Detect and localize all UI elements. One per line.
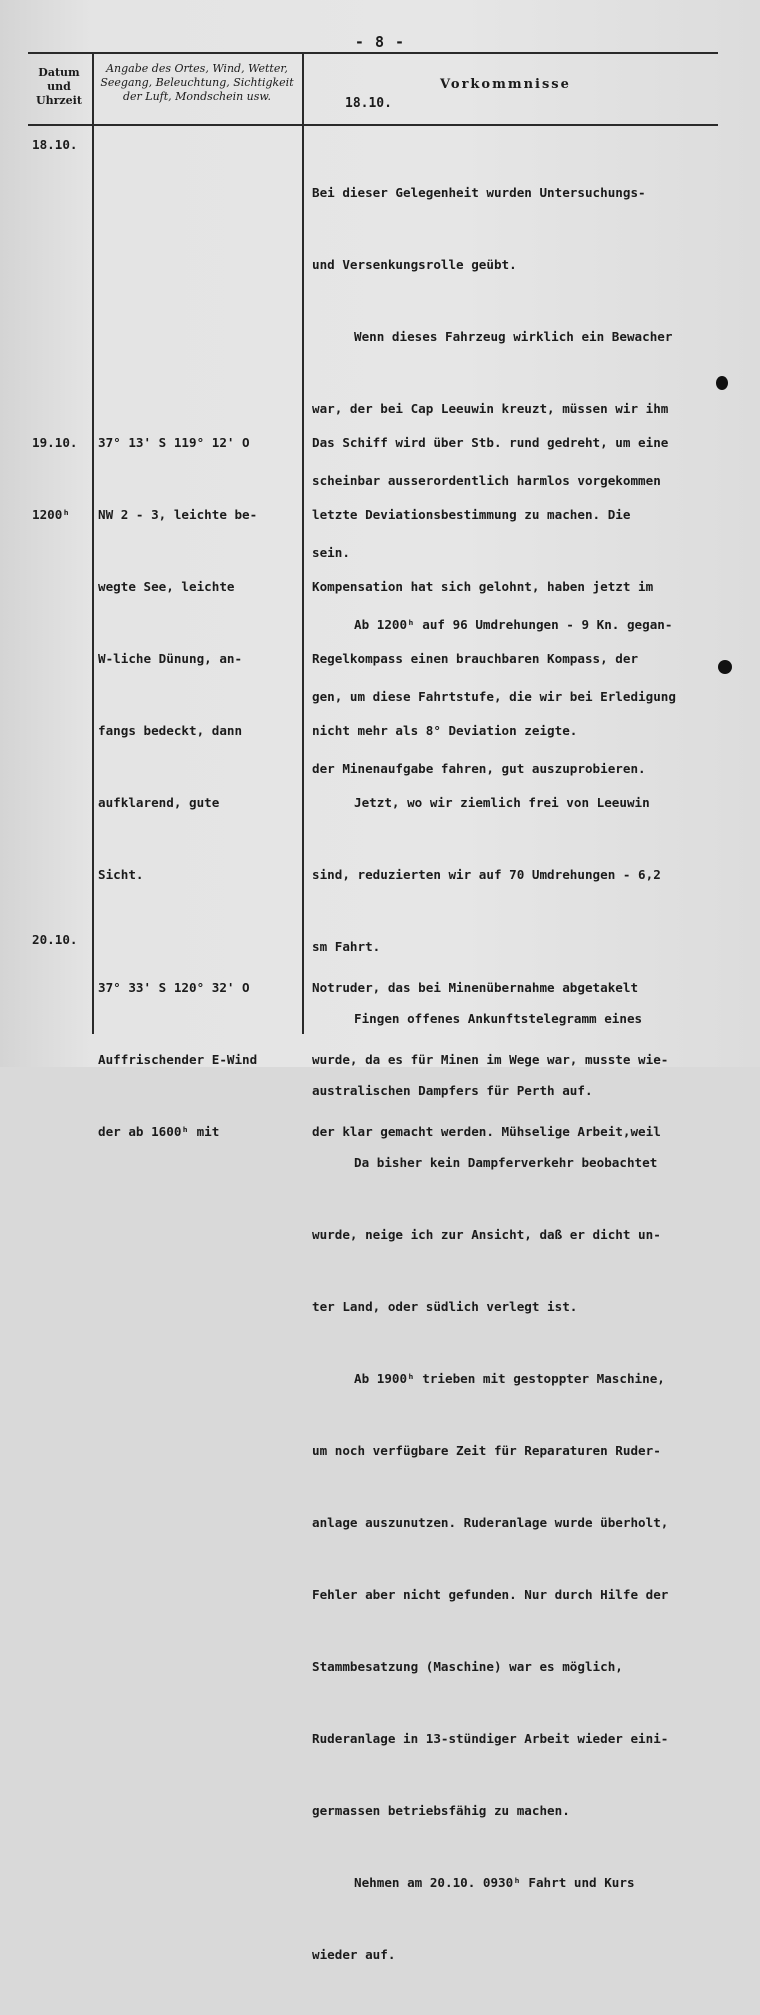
column-divider-2 (302, 54, 304, 1034)
page-number: - 8 - (354, 33, 406, 51)
text-line: Regelkompass einen brauchbaren Kompass, der (312, 651, 639, 666)
text-line: Ab 1200ʰ auf 96 Umdrehungen - 9 Kn. gegan- (354, 617, 673, 632)
text-line: wurde, neige ich zur Ansicht, daß er dicht un- (312, 1227, 661, 1242)
text-line: wieder auf. (312, 1947, 396, 1962)
entry-date-block (32, 383, 78, 575)
position-line: NW 2 - 3, leichte be- (98, 507, 258, 522)
text-line: Wenn dieses Fahrzeug wirklich ein Bewacher (354, 329, 673, 344)
text-line: Bei dieser Gelegenheit wurden Untersuchungs- (312, 185, 646, 200)
vorkommnisse-column-header: Vorkommnisse (440, 77, 571, 92)
entry-text (312, 383, 668, 2015)
position-line: der ab 1600ʰ mit (98, 1124, 220, 1139)
text-line: Stammbesatzung (Maschine) war es möglich, (312, 1659, 623, 1674)
text-line: wurde, da es für Minen im Wege war, musste wie- (312, 1052, 669, 1067)
text-line: um noch verfügbare Zeit für Reparaturen Ruder- (312, 1443, 661, 1458)
entry-time: 1200ʰ (32, 507, 70, 522)
text-line: Jetzt, wo wir ziemlich frei von Leeuwin (354, 795, 650, 810)
text-line: war, der bei Cap Leeuwin kreuzt, müssen wir ihm (312, 401, 669, 416)
entry-position (98, 383, 257, 935)
entry-position (98, 928, 257, 1192)
text-line: Ab 1900ʰ trieben mit gestoppter Maschine, (354, 1371, 665, 1386)
entry-text (312, 928, 668, 1192)
entry-date: 19.10. (32, 435, 78, 450)
text-line: scheinbar ausserordentlich harmlos vorgekommen (312, 473, 661, 488)
ink-blot (718, 660, 732, 674)
text-line: Nehmen am 20.10. 0930ʰ Fahrt und Kurs (354, 1875, 635, 1890)
text-line: der klar gemacht werden. Mühselige Arbeit,weil (312, 1124, 661, 1139)
text-line: nicht mehr als 8° Deviation zeigte. (312, 723, 578, 738)
header-current-date: 18.10. (345, 96, 392, 111)
text-line: Fehler aber nicht gefunden. Nur durch Hilfe der (312, 1587, 669, 1602)
top-rule (28, 52, 718, 54)
header-rule (28, 124, 718, 126)
position-line: aufklarend, gute (98, 795, 220, 810)
text-line: Ruderanlage in 13-stündiger Arbeit wieder eini- (312, 1731, 669, 1746)
text-line: australischen Dampfers für Perth auf. (312, 1083, 593, 1098)
text-line: ter Land, oder südlich verlegt ist. (312, 1299, 578, 1314)
text-line: sein. (312, 545, 350, 560)
ort-column-header: Angabe des Ortes, Wind, Wetter, Seegang, Beleuchtung, Sichtigkeit der Luft, Mondschein usw. (100, 62, 294, 103)
text-line: letzte Deviationsbestimmung zu machen. Die (312, 507, 631, 522)
position-line: 37° 33' S 120° 32' O (98, 980, 250, 995)
entry-date: 20.10. (32, 932, 78, 947)
datum-column-header: Datum und Uhrzeit (36, 66, 82, 107)
text-line: gen, um diese Fahrtstufe, die wir bei Erledigung (312, 689, 676, 704)
entry-date: 18.10. (32, 137, 78, 152)
text-line: Das Schiff wird über Stb. rund gedreht, um eine (312, 435, 669, 450)
position-line: Sicht. (98, 867, 144, 882)
text-line: der Minenaufgabe fahren, gut auszuprobieren. (312, 761, 646, 776)
text-line: anlage auszunutzen. Ruderanlage wurde überholt, (312, 1515, 669, 1530)
position-line: wegte See, leichte (98, 579, 235, 594)
text-line: und Versenkungsrolle geübt. (312, 257, 517, 272)
text-line: sind, reduzierten wir auf 70 Umdrehungen - 6,2 (312, 867, 661, 882)
text-line: Da bisher kein Dampferverkehr beobachtet (354, 1155, 658, 1170)
text-line: germassen betriebsfähig zu machen. (312, 1803, 570, 1818)
position-line: 37° 13' S 119° 12' O (98, 435, 250, 450)
text-line: Notruder, das bei Minenübernahme abgetakelt (312, 980, 639, 995)
position-line: W-liche Dünung, an- (98, 651, 243, 666)
text-line: Kompensation hat sich gelohnt, haben jetzt im (312, 579, 654, 594)
text-line: Fingen offenes Ankunftstelegramm eines (354, 1011, 643, 1026)
ink-blot (716, 376, 728, 390)
text-line: sm Fahrt. (312, 939, 381, 954)
column-divider-1 (92, 54, 94, 1034)
position-line: fangs bedeckt, dann (98, 723, 243, 738)
position-line: Auffrischender E-Wind (98, 1052, 258, 1067)
